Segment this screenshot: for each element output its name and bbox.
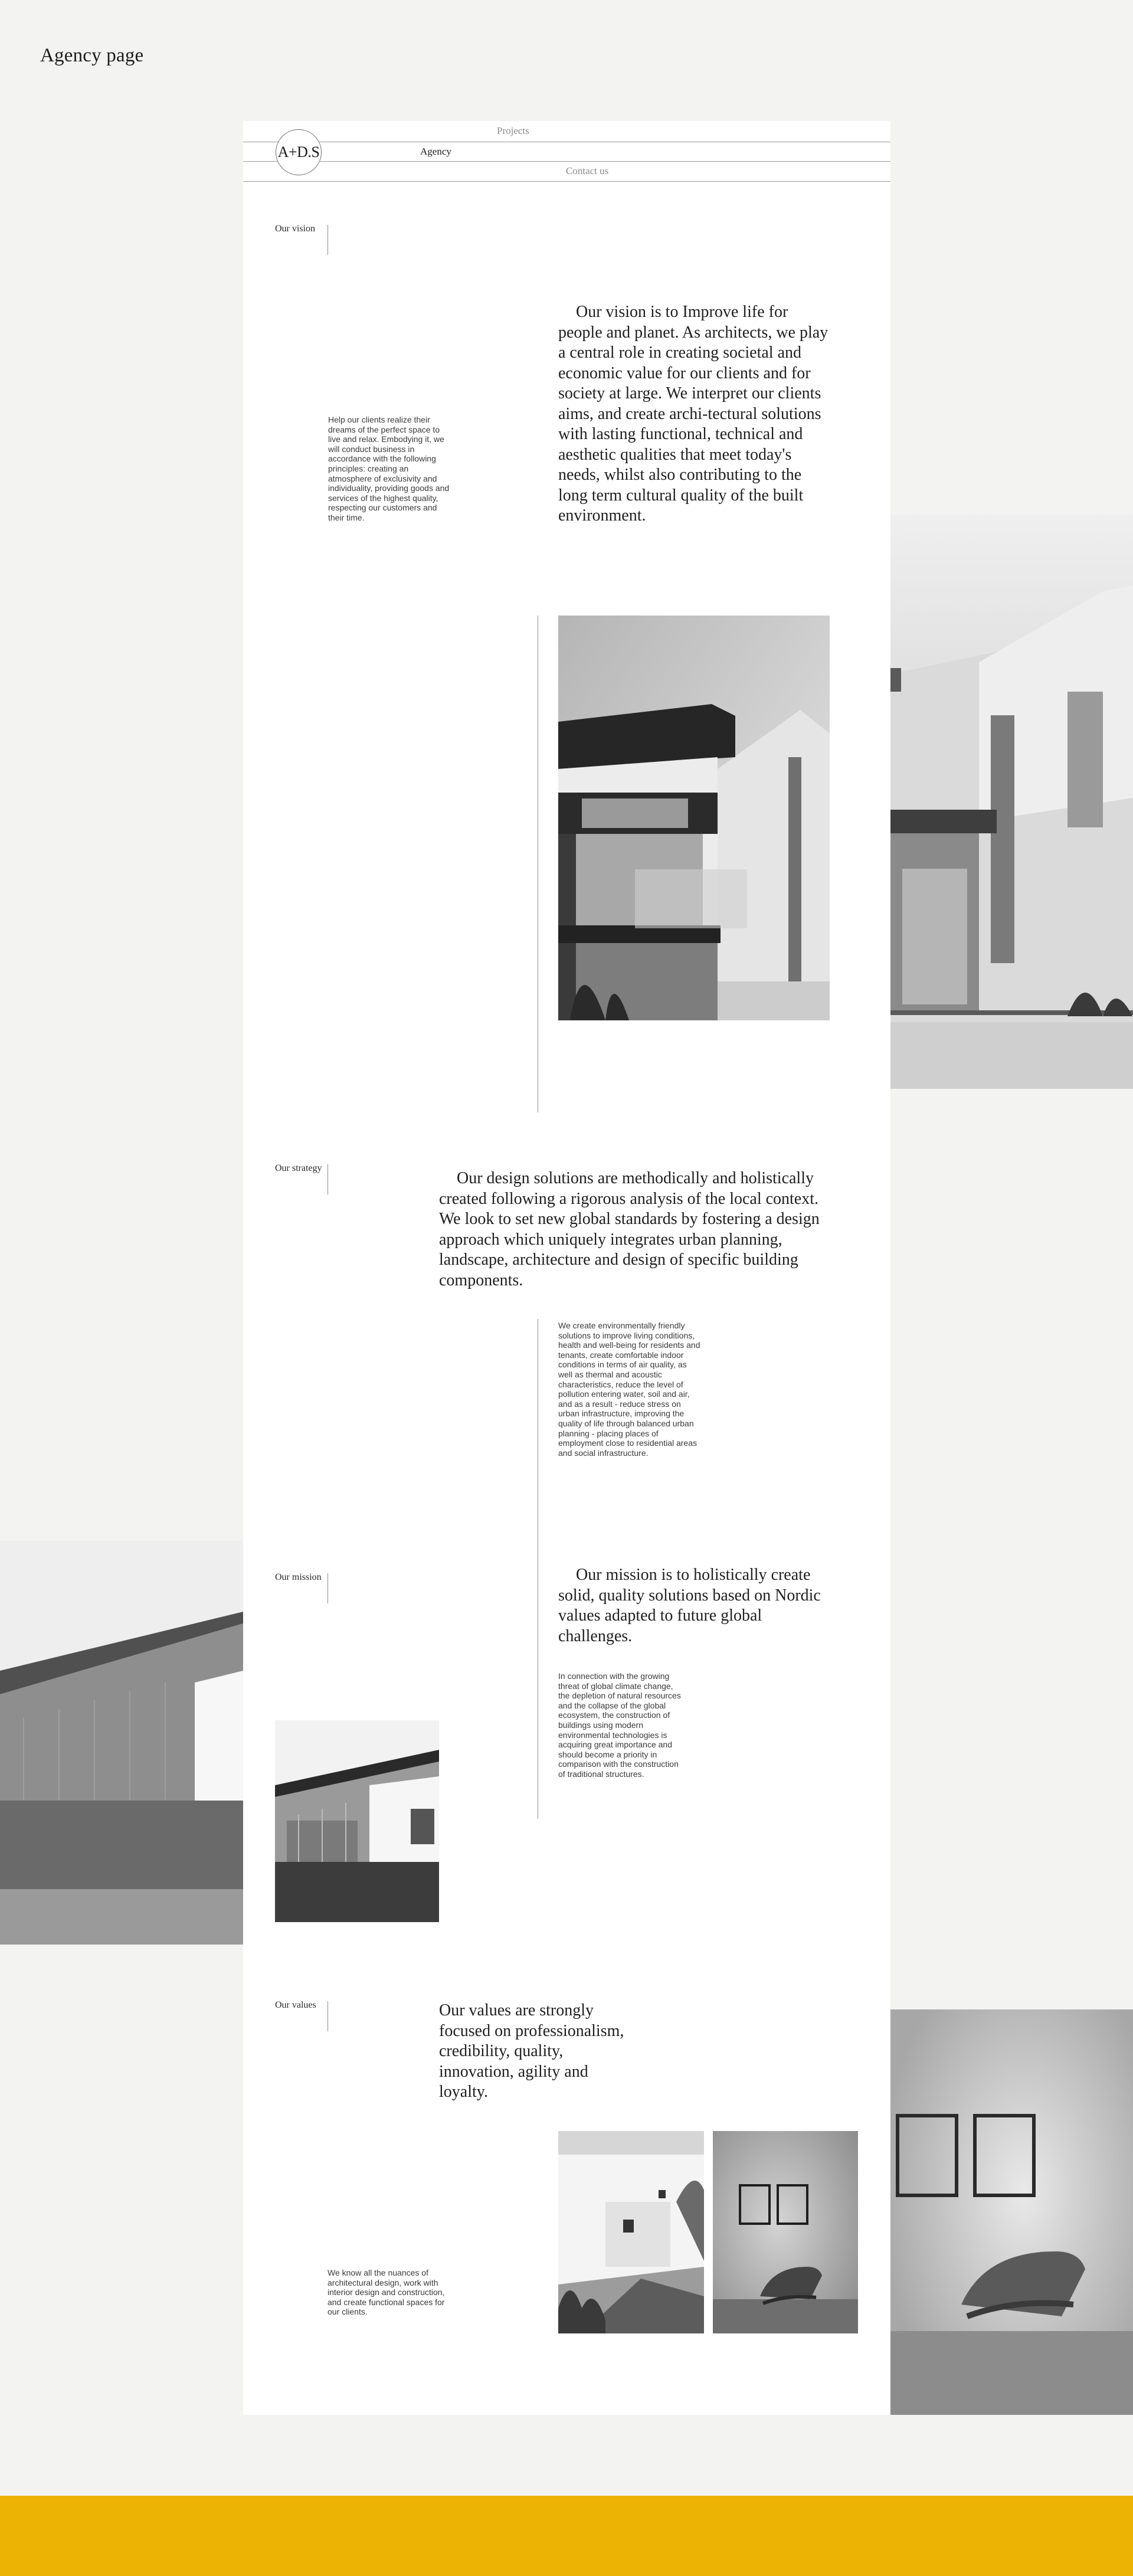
building-bleed-image — [890, 515, 1133, 1089]
roof-bleed-image — [0, 1541, 243, 1945]
logo[interactable]: A+D.S — [276, 129, 322, 175]
section-label-strategy: Our strategy — [275, 1163, 322, 1173]
nav-link-contact[interactable]: Contact us — [566, 165, 609, 176]
page-title: Agency page — [40, 45, 144, 66]
section-label-vision: Our vision — [275, 224, 315, 234]
strategy-side-text: We create environmentally friendly solutions to improve living conditions, health and well-being for residents and tenants, create comfortable indoor conditions in terms of air quality, as well as thermal and acoustic characteristics, reduce the level of pollution entering water, soil and air, and as a result - reduce stress on urban infrastructure, improving the quality of life through balanced urban planning - placing places of employment close to residential areas and social infrastructure. — [558, 1321, 700, 1458]
vision-side-text: Help our clients realize their dreams of the perfect space to live and relax. Embodying it, we will conduct business in accordance with the following principles: creating an atmosphere of exclusivity and individuality, providing goods and services of the highest quality, respecting our customers and their time. — [328, 415, 450, 522]
mission-lead-text: Our mission is to holistically create solid, quality solutions based on Nordic values adapted to future global challenges. — [558, 1566, 821, 1645]
nav-link-agency[interactable]: Agency — [420, 146, 451, 157]
nav-link-projects[interactable]: Projects — [497, 125, 529, 136]
building-photo — [558, 616, 830, 1020]
section-label-values: Our values — [275, 2000, 316, 2010]
nav-divider — [243, 181, 890, 182]
chair-bleed-image — [890, 2009, 1133, 2415]
values-side-text: We know all the nuances of architectural design, work with interior design and construction, and create functional spaces for our clients. — [328, 2268, 445, 2317]
values-lead-text: Our values are strongly focused on professionalism, credibility, quality, innovation, agility and loyalty. — [439, 2001, 624, 2101]
mission-side-text: In connection with the growing threat of global climate change, the depletion of natural resources and the collapse of the global ecosystem, the construction of buildings using modern environmental technologies is acquiring great importance and should become a priority in comparison with the construction of traditional structures. — [558, 1671, 681, 1779]
footer-bar — [0, 2496, 1133, 2576]
section-label-mission: Our mission — [275, 1572, 322, 1582]
strategy-lead-text: Our design solutions are methodically and holistically created following a rigorous analysis of the local context. We look to set new global standards by fostering a design approach which uniquely integrates urban planning, landscape, architecture and design of specific building components. — [439, 1169, 820, 1289]
roof-photo — [275, 1720, 439, 1922]
vision-lead-text: Our vision is to Improve life for people and planet. As architects, we play a central role in creating societal and economic value for our clients and for society at large. We interpret our clients aims, and create archi-tectural solutions with lasting functional, technical and aesthetic qualities that meet today's needs, whilst also contributing to the long term cultural quality of the built environment. — [558, 303, 829, 525]
chair-photo — [713, 2131, 858, 2333]
courtyard-photo — [558, 2131, 704, 2333]
nav-divider — [243, 161, 890, 162]
